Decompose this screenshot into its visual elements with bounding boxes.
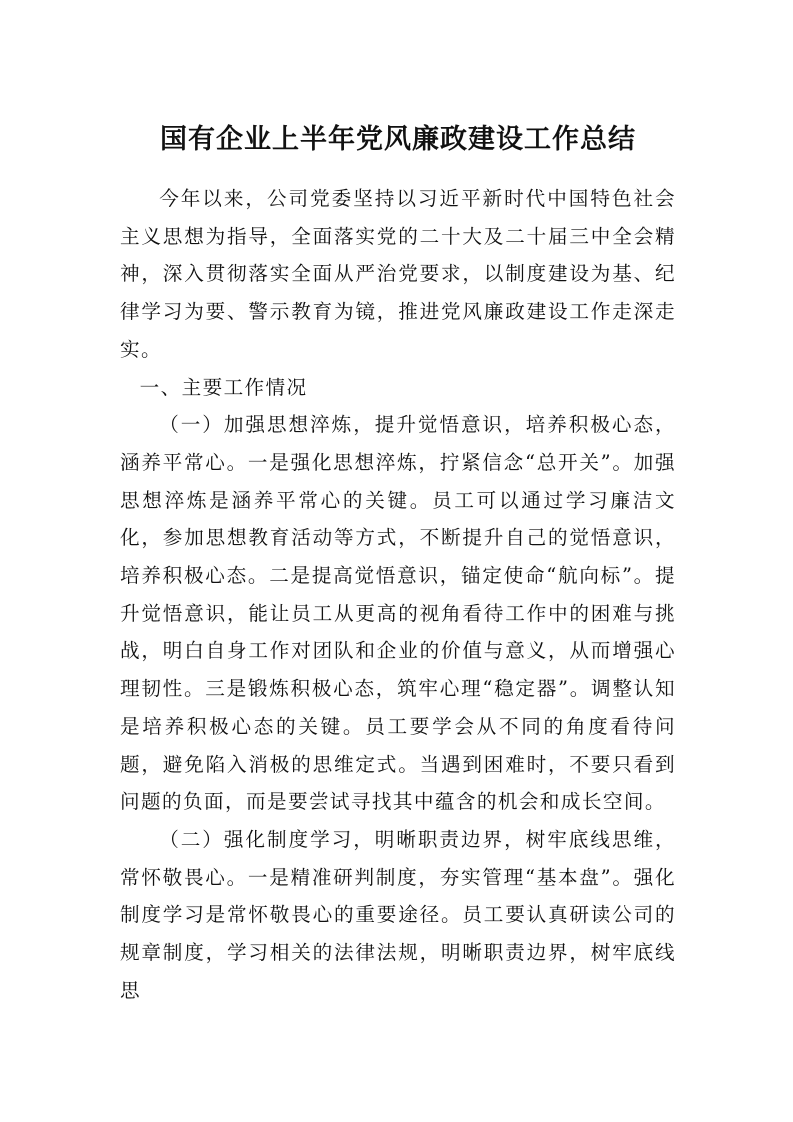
document-page: [120, 120, 676, 1009]
section-heading-main-work: 一、主要工作情况: [139, 375, 308, 399]
paragraph-system-learning: （二）强化制度学习，明晰职责边界，树牢底线思维，常怀敬畏心。一是精准研判制度，夯实管理“基本盘”。强化制度学习是常怀敬畏心的重要途径。员工要认真研读公司的规章制度，学习相关的法律法规，明晰职责边界，树牢底线思: [120, 827, 676, 1002]
paragraph-thought-tempering: （一）加强思想淬炼，提升觉悟意识，培养积极心态，涵养平常心。一是强化思想淬炼，拧紧信念“总开关”。加强思想淬炼是涵养平常心的关键。员工可以通过学习廉洁文化，参加思想教育活动等方式，不断提升自己的觉悟意识，培养积极心态。二是提高觉悟意识，锚定使命“航向标”。提升觉悟意识，能让员工从更高的视角看待工作中的困难与挑战，明白自身工作对团队和企业的价值与意义，从而增强心理韧性。三是锻炼积极心态，筑牢心理“稳定器”。调整认知是培养积极心态的关键。员工要学会从不同的角度看待问题，避免陷入消极的思维定式。当遇到困难时，不要只看到问题的负面，而是要尝试寻找其中蕴含的机会和成长空间。: [120, 413, 676, 814]
document-title: 国有企业上半年党风廉政建设工作总结: [160, 124, 636, 155]
intro-paragraph: 今年以来，公司党委坚持以习近平新时代中国特色社会主义思想为指导，全面落实党的二十大及二十届三中全会精神，深入贯彻落实全面从严治党要求，以制度建设为基、纪律学习为要、警示教育为镜，推进党风廉政建设工作走深走实。: [120, 187, 676, 361]
